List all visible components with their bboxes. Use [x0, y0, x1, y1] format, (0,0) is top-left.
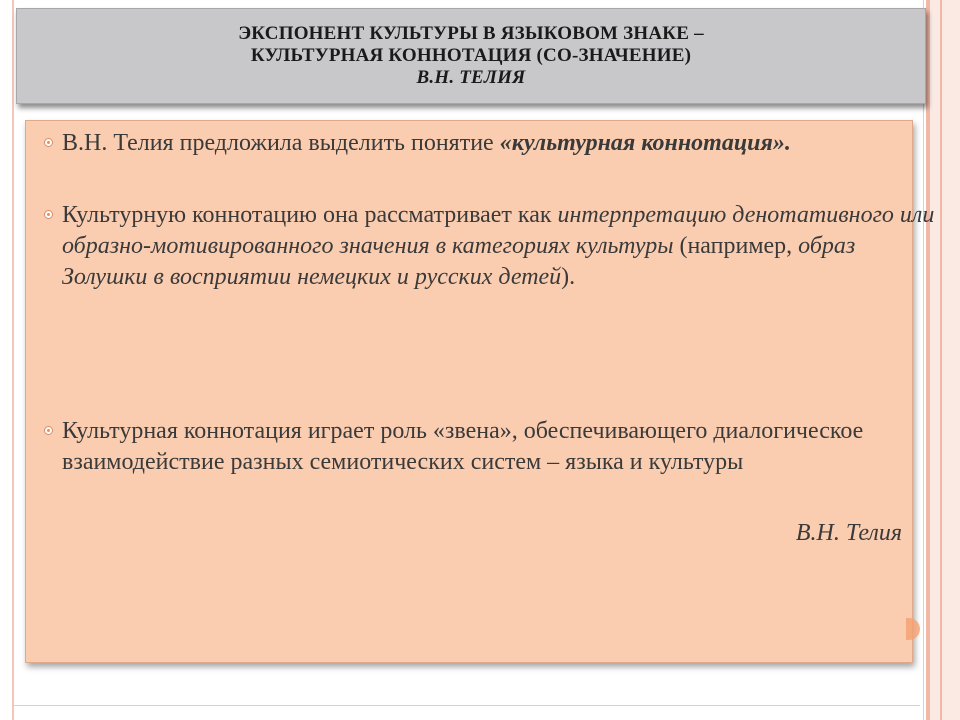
- bullet-2-definition: интерпретацию денотативного или образно-мотивированного значения в категориях культуры: [62, 202, 935, 259]
- bullet-icon: [44, 426, 53, 435]
- title-line-1: ЭКСПОНЕНТ КУЛЬТУРЫ В ЯЗЫКОВОМ ЗНАКЕ –: [238, 23, 704, 44]
- bullet-item: [36, 200, 942, 293]
- bullet-1-term: «культурная коннотация».: [499, 130, 791, 156]
- bullet-2-text: Культурную коннотацию она рассматривает как: [62, 202, 558, 228]
- panel-edge-decoration: [906, 618, 920, 640]
- slide-frame-right-band: [926, 0, 960, 720]
- bullet-1-text: В.Н. Телия предложила выделить понятие: [62, 130, 500, 156]
- slide-frame-bottom: [12, 705, 920, 706]
- slide-frame-right-stripe: [940, 0, 942, 720]
- bullet-2-text-mid: (например,: [673, 233, 799, 259]
- slide-frame-right-line: [923, 0, 924, 720]
- bullet-item: [36, 128, 942, 159]
- bullet-item: [36, 416, 942, 478]
- bullet-3-text: Культурная коннотация играет роль «звена», обеспечивающего диалогическое взаимодействие разных семиотических систем – языка и культуры: [62, 418, 864, 475]
- bullet-icon: [44, 138, 53, 147]
- bullet-icon: [44, 210, 53, 219]
- bullet-2-text-end: ).: [561, 264, 576, 290]
- slide-title: [16, 8, 926, 104]
- title-line-2: КУЛЬТУРНАЯ КОННОТАЦИЯ (СО-ЗНАЧЕНИЕ): [250, 45, 692, 66]
- author-signature: В.Н. Телия: [795, 520, 902, 546]
- bullet-2-example: образ Золушки в восприятии немецких и русских детей: [62, 233, 856, 290]
- title-line-3: В.Н. ТЕЛИЯ: [416, 67, 526, 88]
- slide-frame-left: [12, 0, 14, 720]
